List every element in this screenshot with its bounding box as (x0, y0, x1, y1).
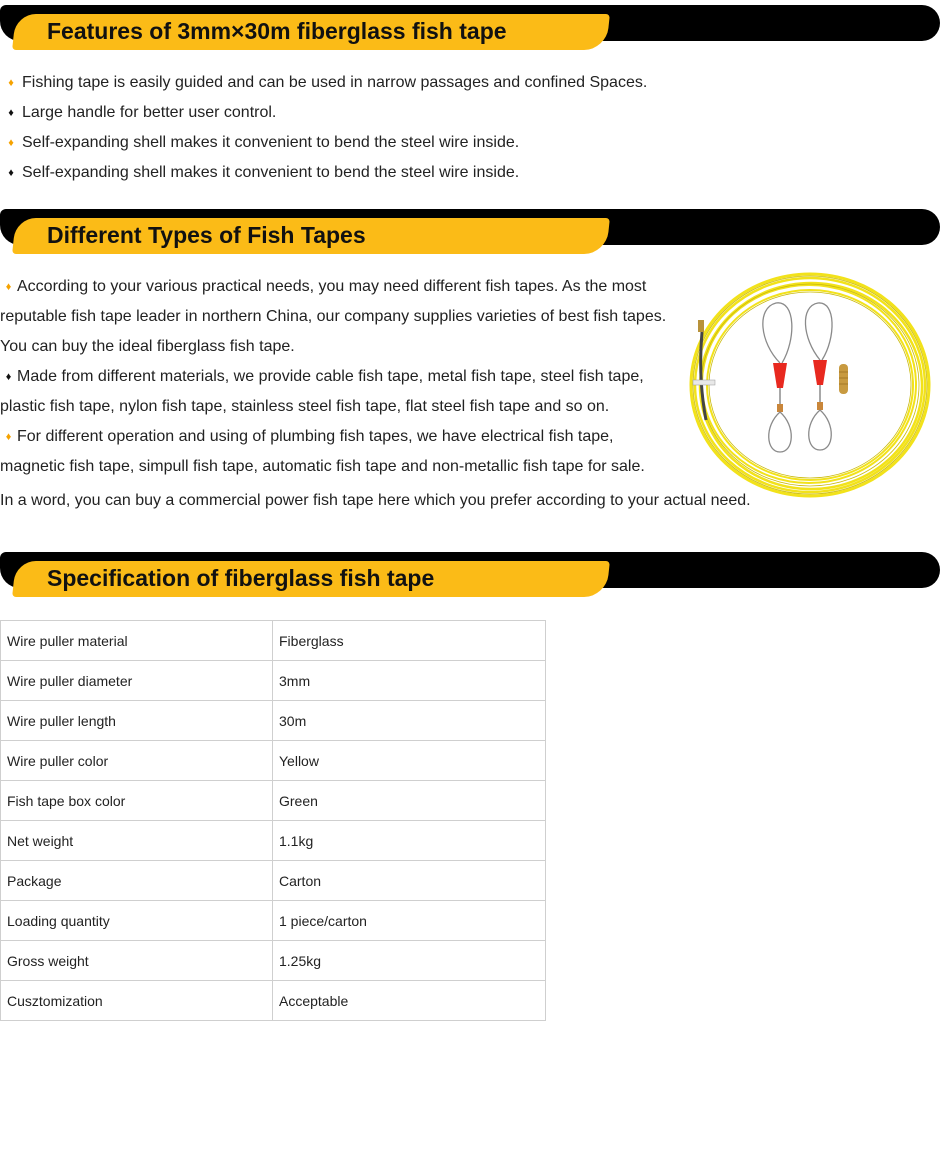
diamond-bullet-icon: ♦ (5, 431, 12, 443)
table-row (1, 781, 546, 821)
feature-text: Self-expanding shell makes it convenient to bend the steel wire inside. (22, 164, 520, 181)
table-row (1, 861, 546, 901)
diamond-bullet-icon: ♦ (8, 107, 14, 119)
feature-item (0, 68, 940, 98)
table-row (1, 821, 546, 861)
fish-tape-coil-image (688, 268, 932, 502)
types-line: plastic fish tape, nylon fish tape, stainless steel fish tape, flat steel fish tape and so on. (0, 398, 610, 415)
spec-key: Net weight (1, 821, 273, 861)
feature-item (0, 98, 940, 128)
spec-key: Wire puller length (1, 701, 273, 741)
table-row (1, 661, 546, 701)
types-paragraph (0, 362, 690, 422)
feature-text: Large handle for better user control. (22, 104, 277, 121)
types-paragraphs (0, 272, 690, 482)
spec-table (0, 620, 546, 1021)
spec-key: Cusztomization (1, 981, 273, 1021)
types-line: reputable fish tape leader in northern China, our company supplies varieties of best fish tapes. (0, 308, 667, 325)
spec-key: Wire puller color (1, 741, 273, 781)
table-row (1, 741, 546, 781)
spec-value: Carton (273, 861, 546, 901)
types-title: Different Types of Fish Tapes (47, 222, 366, 248)
types-paragraph (0, 272, 690, 362)
diamond-bullet-icon: ♦ (8, 137, 14, 149)
features-title: Features of 3mm×30m fiberglass fish tape (47, 18, 507, 44)
spec-key: Package (1, 861, 273, 901)
diamond-bullet-icon: ♦ (5, 371, 12, 383)
spec-value: Acceptable (273, 981, 546, 1021)
types-summary: In a word, you can buy a commercial power fish tape here which you prefer according to your actual need. (0, 492, 751, 509)
table-row (1, 621, 546, 661)
spec-key: Fish tape box color (1, 781, 273, 821)
spec-key: Wire puller material (1, 621, 273, 661)
types-line: Made from different materials, we provide cable fish tape, metal fish tape, steel fish tape, (17, 368, 644, 385)
features-list (0, 68, 940, 188)
types-banner (0, 208, 940, 254)
feature-item (0, 158, 940, 188)
spec-value: 3mm (273, 661, 546, 701)
diamond-bullet-icon: ♦ (5, 281, 12, 293)
types-line: magnetic fish tape, simpull fish tape, automatic fish tape and non-metallic fish tape for sale. (0, 458, 645, 475)
types-line: You can buy the ideal fiberglass fish tape. (0, 338, 295, 355)
spec-key: Gross weight (1, 941, 273, 981)
spec-banner (0, 551, 940, 597)
types-line: For different operation and using of plumbing fish tapes, we have electrical fish tape, (17, 428, 614, 445)
diamond-bullet-icon: ♦ (8, 167, 14, 179)
spec-value: 1 piece/carton (273, 901, 546, 941)
spec-value: Green (273, 781, 546, 821)
features-banner (0, 4, 940, 50)
table-row (1, 941, 546, 981)
spec-key: Wire puller diameter (1, 661, 273, 701)
spec-value: 1.1kg (273, 821, 546, 861)
spec-value: 30m (273, 701, 546, 741)
types-paragraph (0, 422, 690, 482)
table-row (1, 981, 546, 1021)
spec-title: Specification of fiberglass fish tape (47, 565, 435, 591)
diamond-bullet-icon: ♦ (8, 77, 14, 89)
spec-value: Yellow (273, 741, 546, 781)
feature-text: Fishing tape is easily guided and can be used in narrow passages and confined Spaces. (22, 74, 648, 91)
spec-value: Fiberglass (273, 621, 546, 661)
spec-key: Loading quantity (1, 901, 273, 941)
feature-text: Self-expanding shell makes it convenient to bend the steel wire inside. (22, 134, 520, 151)
table-row (1, 701, 546, 741)
feature-item (0, 128, 940, 158)
types-line: According to your various practical needs, you may need different fish tapes. As the most (17, 278, 647, 295)
spec-value: 1.25kg (273, 941, 546, 981)
table-row (1, 901, 546, 941)
